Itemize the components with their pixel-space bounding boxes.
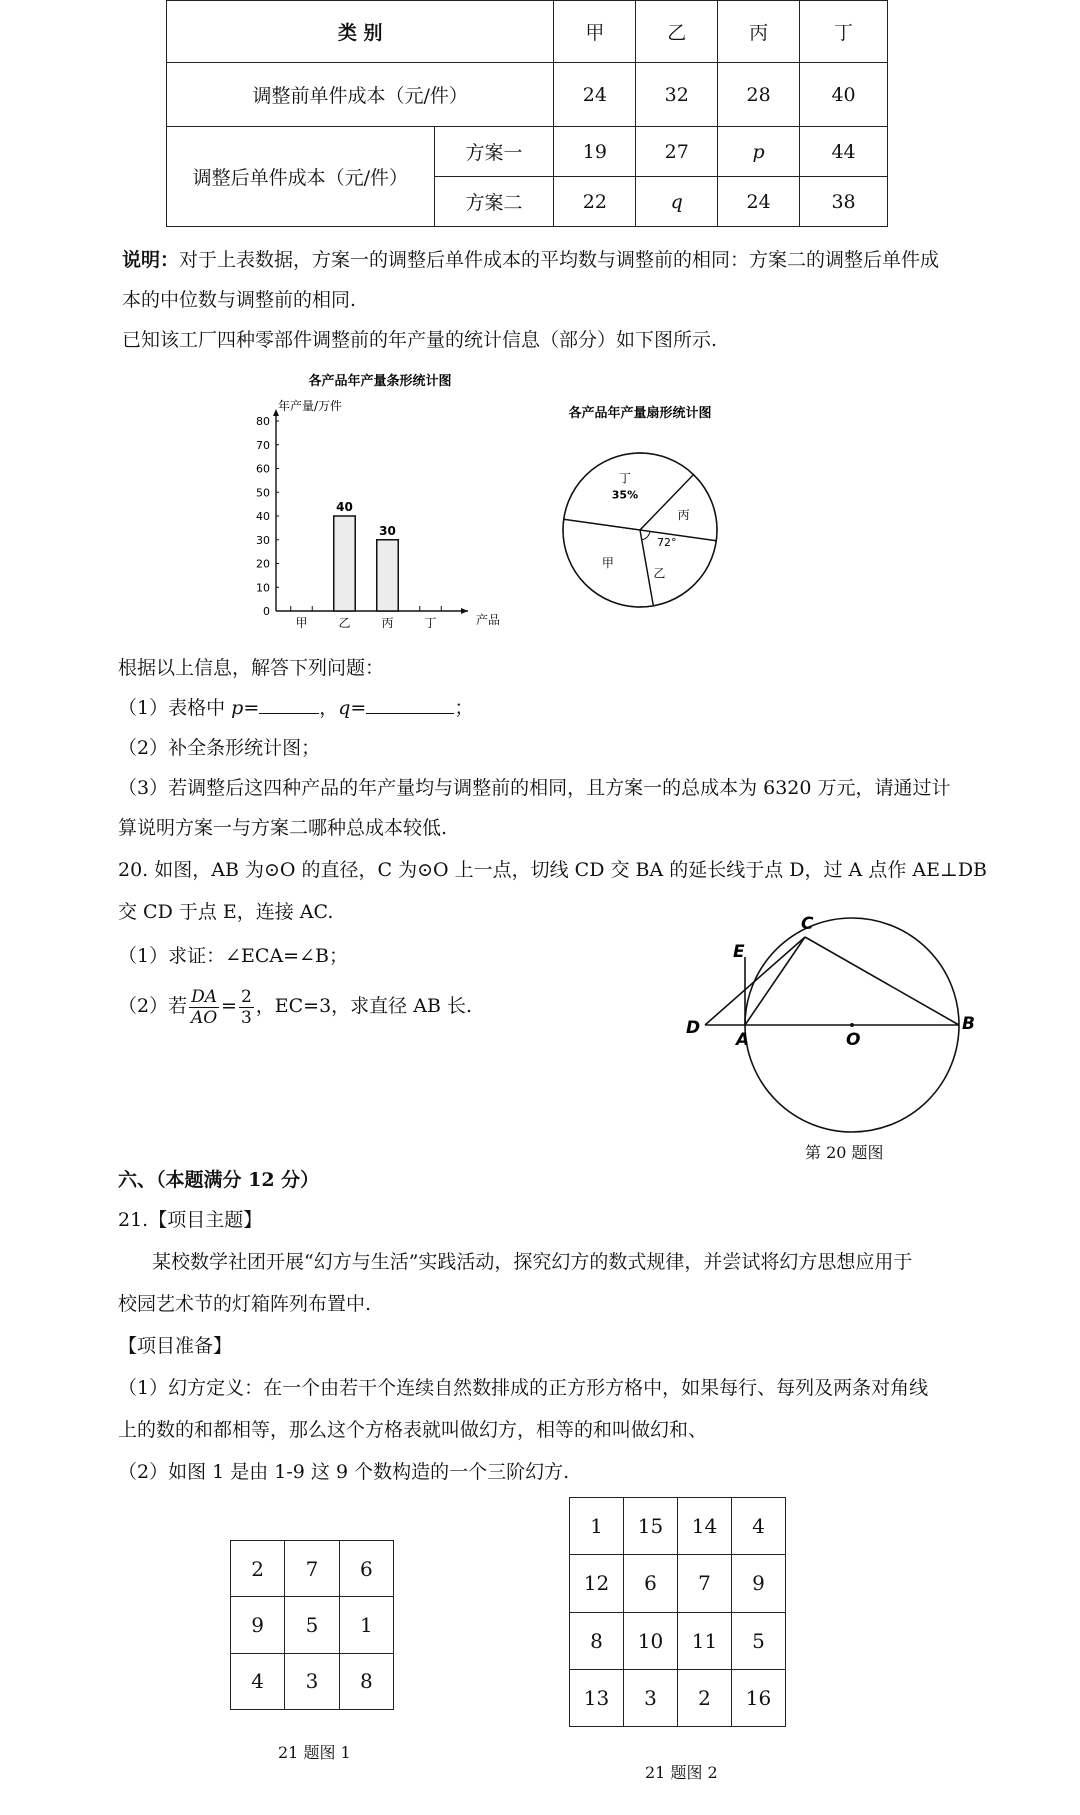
q19-part1-text: （1）表格中 (118, 697, 232, 719)
table-cell: 28 (718, 63, 800, 127)
magic-cell: 6 (339, 1541, 393, 1597)
q20-part1: （1）求证：∠ECA=∠B； (118, 945, 348, 967)
product-header: 丙 (718, 1, 800, 63)
bar-chart-ylabel: 年产量/万件 (278, 399, 343, 413)
p-variable: p (231, 697, 244, 719)
magic-square-1 (230, 1540, 394, 1710)
product-header: 丁 (800, 1, 888, 63)
table-cell: 22 (554, 177, 636, 227)
q21-theme-line2: 校园艺术节的灯箱阵列布置中. (118, 1293, 372, 1315)
point-label-a: A (736, 1030, 750, 1050)
q21-prep-title: 【项目准备】 (118, 1335, 233, 1357)
point-label-o: O (846, 1030, 861, 1050)
magic-cell: 8 (339, 1653, 393, 1709)
q19-part1 (118, 694, 473, 722)
q20-line1: 20. 如图，AB 为⊙O 的直径，C 为⊙O 上一点，切线 CD 交 BA 的延长线于点 D，过 A 点作 AE⊥DB (118, 859, 988, 881)
y-tick-label: 60 (256, 462, 270, 476)
note-line: 本的中位数与调整前的相同. (122, 289, 357, 311)
magic-cell: 14 (678, 1498, 732, 1555)
magic-cell: 3 (624, 1669, 678, 1726)
pie-slice-label: 乙 (653, 566, 666, 581)
table-row (167, 63, 888, 127)
y-tick-label: 40 (256, 510, 270, 523)
bar-chart-title: 各产品年产量条形统计图 (308, 374, 452, 389)
category-header: 类 别 (167, 1, 554, 63)
pie-chart-title: 各产品年产量扇形统计图 (568, 406, 712, 421)
plan2-label: 方案二 (434, 177, 554, 227)
point-label-b: B (962, 1014, 975, 1034)
magic-cell: 9 (732, 1555, 786, 1612)
q21-theme-line1: 某校数学社团开展“幻方与生活”实践活动，探究幻方的数式规律，并尝试将幻方思想应用于 (152, 1251, 913, 1273)
table-cell: 24 (554, 63, 636, 127)
table-cell: 40 (800, 63, 888, 127)
magic-cell: 16 (732, 1669, 786, 1726)
equals-sign: = (221, 995, 237, 1017)
q20-part2-prefix: （2）若 (118, 995, 188, 1017)
magic-cell: 1 (339, 1597, 393, 1653)
q21-title: 21.【项目主题】 (118, 1209, 263, 1231)
bar-chart-xlabel: 产品 (476, 613, 501, 627)
equals-sign: = (243, 697, 260, 719)
magic-cell: 7 (678, 1555, 732, 1612)
y-tick-label: 0 (263, 605, 270, 618)
q19-part2: （2）补全条形统计图； (118, 737, 321, 759)
fraction-denominator: 3 (240, 1007, 252, 1028)
q-answer-blank[interactable] (366, 695, 454, 714)
pie-chart (560, 400, 740, 630)
cost-table (166, 0, 888, 227)
magic-cell: 2 (678, 1669, 732, 1726)
fraction-da-ao (189, 987, 219, 1028)
fraction-denominator: AO (190, 1007, 218, 1028)
table-cell: 44 (800, 127, 888, 177)
q21-def-line1: （1）幻方定义：在一个由若干个连续自然数排成的正方形方格中，如果每行、每列及两条对角线 (118, 1377, 929, 1399)
fraction-two-thirds (239, 987, 254, 1028)
plan1-label: 方案一 (434, 127, 554, 177)
x-category-label: 丙 (381, 616, 394, 630)
magic-cell: 13 (570, 1669, 624, 1726)
y-tick-label: 10 (256, 581, 270, 595)
table-row (167, 127, 888, 177)
magic-cell: 15 (624, 1498, 678, 1555)
magic-cell: 4 (732, 1498, 786, 1555)
point-label-d: D (686, 1018, 701, 1038)
note-prefix: 说明： (122, 249, 180, 271)
line-dc (705, 937, 805, 1025)
magic-cell: 9 (231, 1597, 285, 1653)
bar (334, 516, 356, 611)
magic-cell: 12 (570, 1555, 624, 1612)
magic-square-2-caption: 21 题图 2 (645, 1763, 718, 1782)
note-text: 对于上表数据，方案一的调整后单件成本的平均数与调整前的相同：方案二的调整后单件成 (179, 249, 940, 271)
pie-slices (563, 453, 717, 607)
pie-slice-label: 甲 (601, 556, 614, 571)
q20-figure-caption: 第 20 题图 (805, 1143, 884, 1162)
magic-cell: 5 (285, 1597, 339, 1653)
q19-part3-line1: （3）若调整后这四种产品的年产量均与调整前的相同，且方案一的总成本为 6320 万元，请通过计 (118, 777, 951, 799)
q21-fig1-desc: （2）如图 1 是由 1-9 这 9 个数构造的一个三阶幻方. (118, 1461, 570, 1483)
magic-cell: 2 (231, 1541, 285, 1597)
pie-slice-label: 丁 (618, 471, 631, 486)
x-category-label: 乙 (338, 616, 351, 630)
magic-cell: 11 (678, 1612, 732, 1669)
bar-chart-categories (291, 606, 442, 630)
q20-part2-suffix: ，EC=3，求直径 AB 长. (255, 995, 472, 1017)
magic-cell: 8 (570, 1612, 624, 1669)
magic-cell: 7 (285, 1541, 339, 1597)
comma: ， (319, 697, 339, 719)
q21-def-line2: 上的数的和都相等，那么这个方格表就叫做幻方，相等的和叫做幻和、 (118, 1419, 708, 1441)
x-category-label: 甲 (295, 616, 308, 630)
q20-figure (670, 905, 975, 1145)
p-answer-blank[interactable] (259, 695, 319, 714)
table-cell: p (718, 127, 800, 177)
table-cell: 32 (636, 63, 718, 127)
pie-angle-label: 72° (656, 535, 677, 549)
bar-value-label: 40 (336, 500, 353, 514)
q20-part2 (118, 982, 472, 1030)
magic-cell: 6 (624, 1555, 678, 1612)
y-tick-label: 70 (256, 438, 270, 452)
known-info: 已知该工厂四种零部件调整前的年产量的统计信息（部分）如下图所示. (122, 329, 718, 351)
table-cell: 19 (554, 127, 636, 177)
section-heading: 六、（本题满分 12 分） (118, 1169, 320, 1191)
bar-chart-bars (334, 500, 399, 611)
y-tick-label: 80 (256, 415, 270, 428)
y-tick-label: 50 (256, 486, 270, 500)
equals-sign: = (350, 697, 367, 719)
table-header-row (167, 1, 888, 63)
magic-square-1-caption: 21 题图 1 (278, 1743, 351, 1762)
pie-slice-label: 丙 (677, 507, 690, 522)
q-variable: q (338, 697, 351, 719)
q19-part3-line2: 算说明方案一与方案二哪种总成本较低. (118, 817, 448, 839)
semicolon: ； (454, 697, 474, 719)
x-category-label: 丁 (424, 616, 437, 630)
pie-slice-percent: 35% (611, 488, 639, 502)
center-point-o (850, 1023, 854, 1027)
bar-chart-axes (273, 409, 468, 614)
before-label: 调整前单件成本（元/件） (167, 63, 554, 127)
bar-value-label: 30 (379, 523, 396, 538)
y-tick-label: 30 (256, 533, 270, 547)
product-header: 甲 (554, 1, 636, 63)
point-label-c: C (801, 914, 814, 934)
y-tick-label: 20 (256, 557, 270, 571)
fraction-numerator: DA (191, 986, 218, 1007)
point-label-e: E (733, 942, 745, 962)
product-header: 乙 (636, 1, 718, 63)
bar-chart (240, 370, 520, 640)
magic-cell: 5 (732, 1612, 786, 1669)
q19-intro: 根据以上信息，解答下列问题： (118, 657, 385, 679)
magic-cell: 10 (624, 1612, 678, 1669)
magic-cell: 1 (570, 1498, 624, 1555)
note-line (122, 246, 939, 274)
bar (377, 540, 399, 611)
q20-line2: 交 CD 于点 E，连接 AC. (118, 901, 334, 923)
table-cell: q (636, 177, 718, 227)
table-cell: 27 (636, 127, 718, 177)
table-cell: 24 (718, 177, 800, 227)
line-cb (805, 937, 959, 1025)
x-axis-arrow (461, 608, 468, 614)
magic-cell: 4 (231, 1653, 285, 1709)
magic-cell: 3 (285, 1653, 339, 1709)
table-cell: 38 (800, 177, 888, 227)
after-label: 调整后单件成本（元/件） (167, 127, 435, 227)
fraction-numerator: 2 (240, 986, 252, 1007)
magic-square-2 (569, 1497, 786, 1727)
